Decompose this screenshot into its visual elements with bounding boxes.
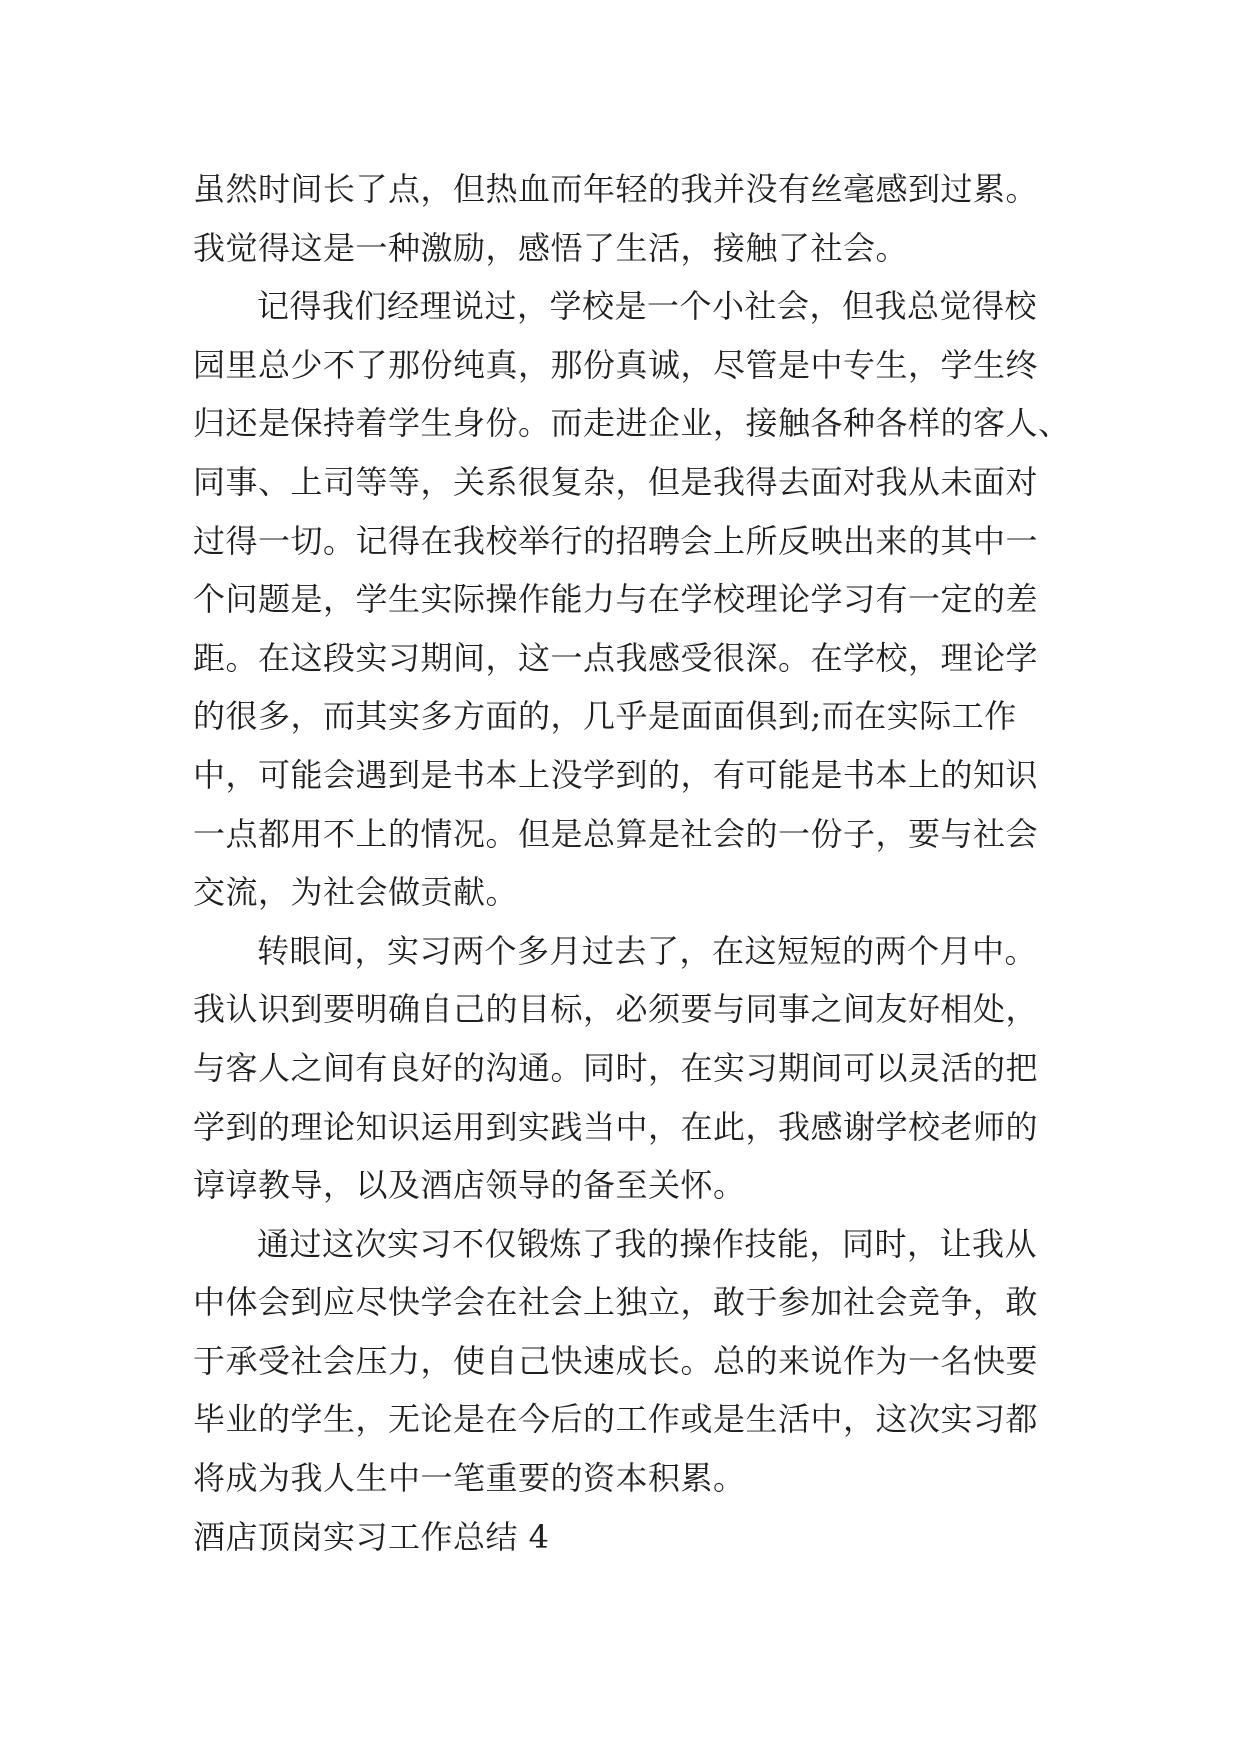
text-line: 我认识到要明确自己的目标，必须要与同事之间友好相处， [193, 990, 1039, 1029]
text-line: 同事、上司等等，关系很复杂，但是我得去面对我从未面对 [193, 462, 1039, 501]
text-line: 距。在这段实习期间，这一点我感受很深。在学校，理论学 [193, 638, 1039, 677]
text-line: 交流，为社会做贡献。 [193, 873, 519, 912]
text-line: 园里总少不了那份纯真，那份真诚，尽管是中专生，学生终 [193, 345, 1039, 384]
text-line: 中，可能会遇到是书本上没学到的，有可能是书本上的知识 [193, 755, 1039, 794]
text-line: 转眼间，实习两个多月过去了，在这短短的两个月中。 [257, 931, 1038, 970]
text-line: 将成为我人生中一笔重要的资本积累。 [193, 1459, 746, 1498]
document-body [193, 160, 1073, 1566]
text-line: 中体会到应尽快学会在社会上独立，敢于参加社会竞争，敢 [193, 1283, 1039, 1322]
text-line: 与客人之间有良好的沟通。同时，在实习期间可以灵活的把 [193, 1048, 1039, 1087]
text-line: 我觉得这是一种激励，感悟了生活，接触了社会。 [193, 228, 909, 267]
paragraph-2 [193, 277, 1073, 922]
text-line: 通过这次实习不仅锻炼了我的操作技能，同时，让我从 [257, 1224, 1038, 1263]
text-line: 的很多，而其实多方面的，几乎是面面俱到;而在实际工作 [193, 697, 1017, 736]
paragraph-3 [193, 922, 1073, 1215]
paragraph-4 [193, 1215, 1073, 1508]
text-line: 个问题是，学生实际操作能力与在学校理论学习有一定的差 [193, 580, 1039, 619]
text-line: 于承受社会压力，使自己快速成长。总的来说作为一名快要 [193, 1341, 1039, 1380]
text-line: 记得我们经理说过，学校是一个小社会，但我总觉得校 [257, 287, 1038, 326]
section-heading: 酒店顶岗实习工作总结 4 [193, 1517, 550, 1556]
text-line: 谆谆教导，以及酒店领导的备至关怀。 [193, 1166, 746, 1205]
text-line: 归还是保持着学生身份。而走进企业，接触各种各样的客人、 [193, 404, 1071, 443]
text-line: 过得一切。记得在我校举行的招聘会上所反映出来的其中一 [193, 521, 1039, 560]
text-line: 虽然时间长了点，但热血而年轻的我并没有丝毫感到过累。 [193, 170, 1039, 208]
paragraph-1 [193, 160, 1073, 277]
text-line: 毕业的学生，无论是在今后的工作或是生活中，这次实习都 [193, 1400, 1039, 1439]
text-line: 一点都用不上的情况。但是总算是社会的一份子，要与社会 [193, 814, 1039, 853]
text-line: 学到的理论知识运用到实践当中，在此，我感谢学校老师的 [193, 1107, 1039, 1146]
